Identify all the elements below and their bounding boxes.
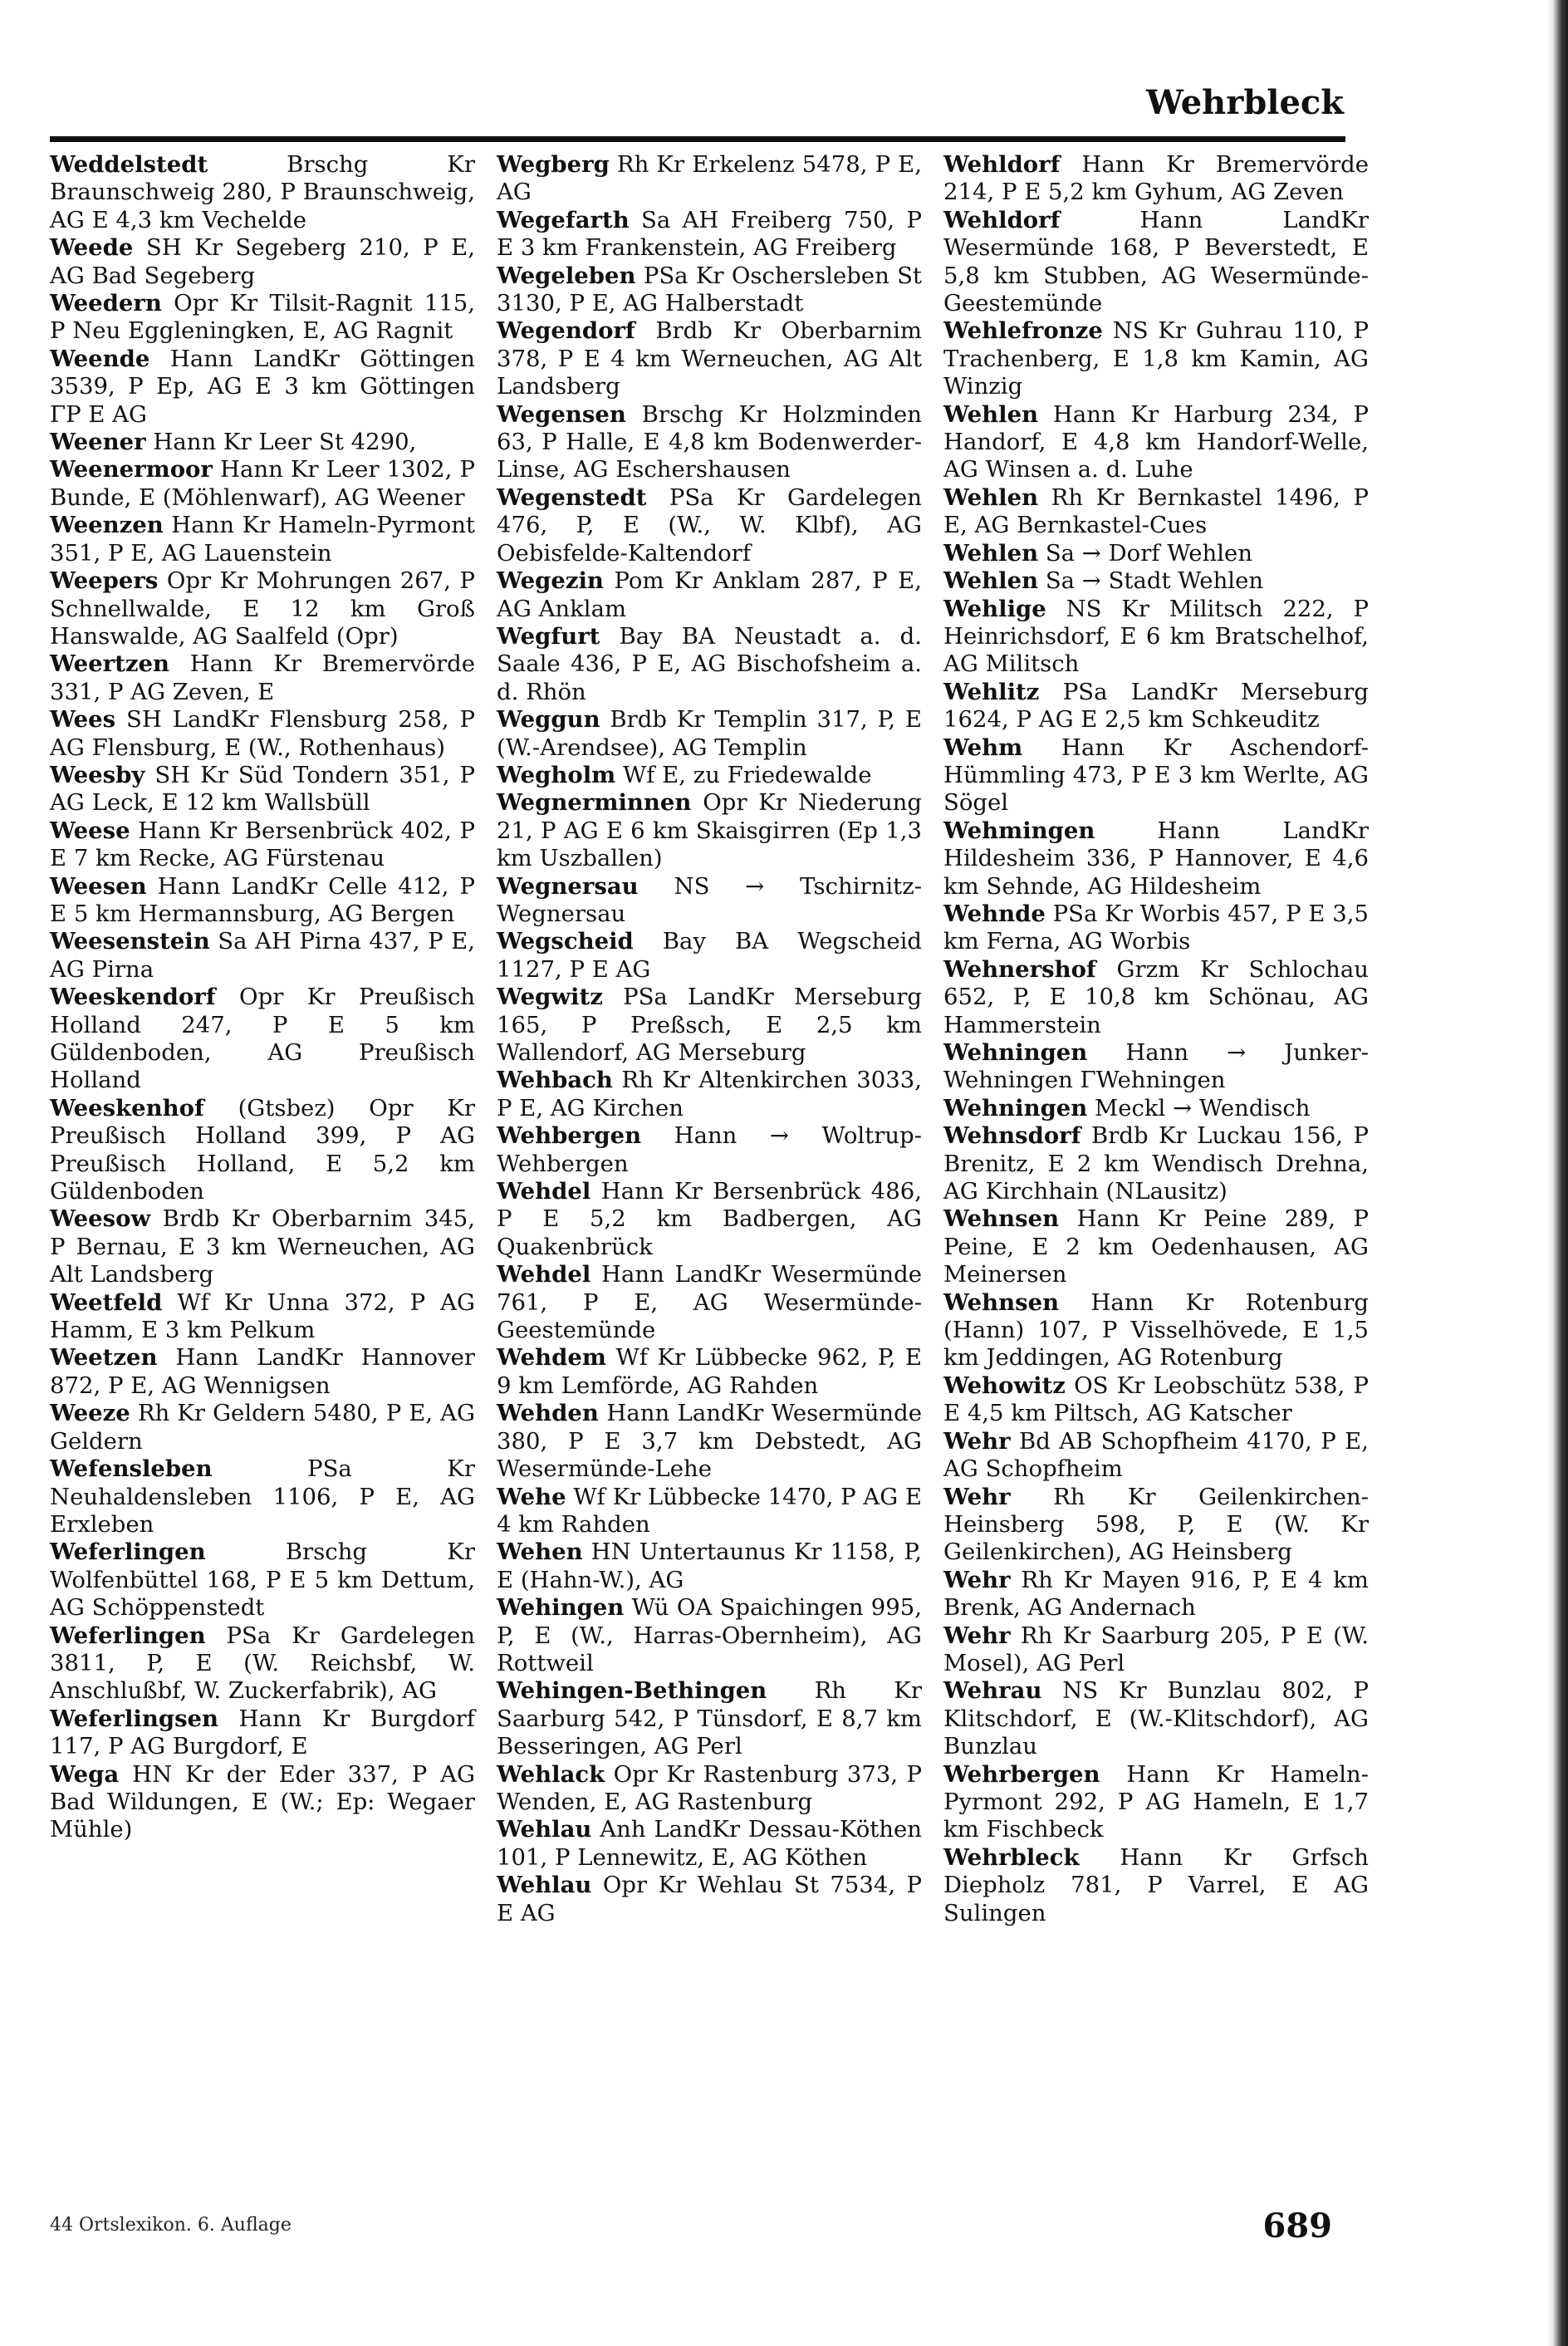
entry-text: Sa AH Pirna 437, P E, AG Pirna: [50, 928, 475, 983]
entry-text: Opr Kr Rastenburg 373, P Wenden, E, AG Rastenburg: [497, 1760, 922, 1815]
entry-headword: Wehbergen: [497, 1122, 642, 1150]
gazetteer-entry: [50, 762, 475, 817]
entry-headword: Wehr: [943, 1566, 1011, 1593]
entry-text: Sa AH Freiberg 750, P E 3 km Frankenstein, AG Freiberg: [497, 206, 922, 262]
gazetteer-entry: [50, 984, 475, 1095]
entry-headword: Wehdel: [497, 1178, 591, 1205]
entry-headword: Wehldorf: [943, 151, 1061, 178]
entry-text: Hann Kr Aschendorf-Hümmling 473, P E 3 km Werlte, AG Sögel: [943, 734, 1370, 817]
gazetteer-entry: [497, 1067, 922, 1122]
entry-text: Hann Kr Leer St 4290,: [153, 429, 417, 456]
entry-headword: Wehlitz: [943, 678, 1040, 705]
entry-text: Opr Kr Preußisch Holland 247, P E 5 km Güldenboden, AG Preußisch Holland: [50, 984, 475, 1094]
gazetteer-entry: [497, 1484, 922, 1539]
entry-headword: Weepers: [50, 567, 159, 595]
entry-headword: Wehnershof: [943, 955, 1096, 983]
entry-headword: Wegendorf: [497, 317, 635, 345]
entry-text: Hann Kr Leer 1302, P Bunde, E (Möhlenwarf), AG Weener: [50, 456, 475, 511]
gazetteer-entry: [943, 1372, 1369, 1428]
entry-headword: Wegberg: [497, 151, 610, 178]
entry-headword: Wehm: [943, 734, 1023, 761]
entry-headword: Wehr: [943, 1622, 1011, 1649]
entry-headword: Weertzen: [50, 650, 169, 678]
gazetteer-entry: [943, 1484, 1369, 1567]
gazetteer-entry: [943, 679, 1369, 734]
entry-text: Hann Kr Bremervörde 331, P AG Zeven, E: [50, 650, 475, 705]
gazetteer-entry: [497, 1677, 922, 1760]
entry-text: Rh Kr Bernkastel 1496, P E, AG Bernkastel-Cues: [943, 483, 1369, 539]
entry-text: Hann Kr Burgdorf 117, P AG Burgdorf, E: [50, 1705, 475, 1760]
entry-text: Hann LandKr Wesermünde 761, P E, AG Wesermünde-Geestemünde: [497, 1261, 922, 1344]
entry-headword: Weggun: [497, 706, 600, 734]
gazetteer-entry: [497, 263, 922, 318]
gazetteer-entry: [943, 1844, 1369, 1927]
gazetteer-entry: [497, 317, 922, 400]
entry-headword: Weesow: [50, 1205, 151, 1233]
entry-text: PSa Kr Gardelegen 476, P, E (W., W. Klbf), AG Oebisfelde-Kaltendorf: [497, 483, 922, 567]
gazetteer-entry: [50, 1761, 475, 1844]
gazetteer-entry: [497, 928, 922, 984]
entry-text: Sa → Stadt Wehlen: [1045, 567, 1264, 595]
entry-headword: Wegeleben: [497, 262, 636, 289]
entry-text: Opr Kr Mohrungen 267, P Schnellwalde, E 12 km Groß Hanswalde, AG Saalfeld (Opr): [50, 567, 475, 650]
entry-headword: Wegfurt: [497, 622, 600, 650]
entry-headword: Weesen: [50, 872, 147, 900]
entry-text: Brdb Kr Oberbarnim 345, P Bernau, E 3 km Werneuchen, AG Alt Landsberg: [50, 1205, 475, 1288]
gazetteer-entry: [497, 623, 922, 706]
entry-text: Hann Kr Rotenburg (Hann) 107, P Visselhövede, E 1,5 km Jeddingen, AG Rotenburg: [943, 1288, 1369, 1372]
entry-headword: Wegwitz: [497, 984, 603, 1011]
gazetteer-entry: [497, 1344, 922, 1400]
gazetteer-entry: [943, 1567, 1369, 1622]
entry-text: Bay BA Neustadt a. d. Saale 436, P E, AG Bischofsheim a. d. Rhön: [497, 622, 922, 705]
gazetteer-entry: [497, 207, 922, 263]
entry-text: OS Kr Leobschütz 538, P E 4,5 km Piltsch, AG Katscher: [943, 1372, 1369, 1427]
entry-text: Rh Kr Altenkirchen 3033, P E, AG Kirchen: [497, 1067, 922, 1121]
entry-text: Rh Kr Erkelenz 5478, P E, AG: [497, 151, 922, 206]
entry-headword: Weese: [50, 817, 130, 844]
entry-text: Hann Kr Bersenbrück 402, P E 7 km Recke, AG Fürstenau: [50, 817, 475, 872]
entry-text: Hann LandKr Wesermünde 168, P Beverstedt, E 5,8 km Stubben, AG Wesermünde-Geestemünde: [943, 206, 1369, 317]
gazetteer-entry: [943, 540, 1369, 567]
entry-text: Wf E, zu Friedewalde: [623, 761, 872, 788]
entry-headword: Wehbach: [497, 1067, 613, 1094]
entry-text: Brdb Kr Templin 317, P, E (W.-Arendsee), AG Templin: [497, 706, 922, 761]
entry-headword: Wehe: [497, 1483, 566, 1510]
gazetteer-entry: [943, 484, 1369, 540]
entry-headword: Wegezin: [497, 567, 604, 595]
column-1: [50, 151, 475, 1844]
printer-signature: 44 Ortslexikon. 6. Auflage: [50, 2215, 292, 2236]
entry-text: Grzm Kr Schlochau 652, P, E 10,8 km Schönau, AG Hammerstein: [943, 955, 1369, 1038]
entry-headword: Wegenstedt: [497, 483, 647, 511]
gazetteer-entry: [50, 429, 475, 456]
gazetteer-entry: [497, 1539, 922, 1594]
entry-text: Meckl → Wendisch: [1095, 1094, 1311, 1121]
gazetteer-entry: [943, 207, 1369, 318]
entry-headword: Wehingen-Bethingen: [497, 1677, 767, 1705]
gazetteer-entry: [943, 956, 1369, 1039]
gazetteer-entry: [50, 706, 475, 762]
gazetteer-entry: [50, 1344, 475, 1400]
entry-headword: Wehdel: [497, 1261, 591, 1288]
gazetteer-entry: [943, 1622, 1369, 1678]
entry-headword: Wegholm: [497, 761, 616, 788]
gazetteer-entry: [50, 1539, 475, 1622]
entry-text: Hann Kr Harburg 234, P Handorf, E 4,8 km Handorf-Welle, AG Winsen a. d. Luhe: [943, 400, 1369, 483]
entry-headword: Weetzen: [50, 1344, 158, 1372]
gazetteer-entry: [943, 151, 1369, 207]
gazetteer-entry: [50, 650, 475, 706]
gazetteer-entry: [943, 1428, 1369, 1484]
entry-text: (Gtsbez) Opr Kr Preußisch Holland 399, P AG Preußisch Holland, E 5,2 km Güldenboden: [50, 1094, 475, 1205]
entry-headword: Weeze: [50, 1400, 130, 1427]
entry-text: Hann Kr Hameln-Pyrmont 351, P E, AG Lauenstein: [50, 512, 475, 567]
gazetteer-entry: [497, 567, 922, 623]
entry-text: Wf Kr Lübbecke 1470, P AG E 4 km Rahden: [497, 1483, 922, 1538]
entry-text: NS → Tschirnitz-Wegnersau: [497, 872, 922, 927]
entry-text: Rh Kr Geldern 5480, P E, AG Geldern: [50, 1400, 475, 1455]
entry-text: Hann LandKr Wesermünde 380, P E 3,7 km Debstedt, AG Wesermünde-Lehe: [497, 1400, 923, 1483]
gazetteer-entry: [497, 706, 922, 762]
entry-headword: Weddelstedt: [50, 151, 208, 178]
entry-headword: Wefensleben: [50, 1455, 213, 1483]
entry-headword: Weede: [50, 234, 134, 262]
entry-text: Hann → Junker-Wehningen ΓWehningen: [943, 1039, 1369, 1094]
entry-text: SH Kr Segeberg 210, P E, AG Bad Segeberg: [50, 234, 475, 289]
entry-text: Hann LandKr Celle 412, P E 5 km Hermannsburg, AG Bergen: [50, 872, 476, 927]
entry-headword: Wehldorf: [943, 206, 1061, 233]
entry-headword: Wehlen: [943, 483, 1039, 511]
entry-text: Hann Kr Bersenbrück 486, P E 5,2 km Badbergen, AG Quakenbrück: [497, 1178, 922, 1260]
entry-headword: Wehlau: [497, 1816, 592, 1843]
entry-text: Rh Kr Saarburg 542, P Tünsdorf, E 8,7 km Besseringen, AG Perl: [497, 1677, 922, 1760]
entry-text: NS Kr Bunzlau 802, P Klitschdorf, E (W.-Klitschdorf), AG Bunzlau: [943, 1677, 1369, 1760]
entry-headword: Wehlige: [943, 595, 1046, 622]
entry-headword: Wehlen: [943, 539, 1039, 567]
entry-text: Brschg Kr Holzminden 63, P Halle, E 4,8 km Bodenwerder-Linse, AG Eschershausen: [497, 400, 922, 483]
entry-headword: Wehr: [943, 1427, 1011, 1455]
gazetteer-entry: [50, 346, 475, 429]
entry-text: PSa Kr Oschersleben St 3130, P E, AG Halberstadt: [497, 262, 922, 317]
running-head: Wehrbleck: [1146, 83, 1344, 122]
gazetteer-entry: [497, 762, 922, 789]
entry-text: Hann LandKr Hannover 872, P E, AG Wennigsen: [50, 1344, 475, 1399]
entry-headword: Wega: [50, 1760, 120, 1788]
entry-text: Opr Kr Niederung 21, P AG E 6 km Skaisgirren (Ep 1,3 km Uszballen): [497, 789, 922, 872]
entry-text: NS Kr Militsch 222, P Heinrichsdorf, E 6 km Bratschelhof, AG Militsch: [943, 595, 1369, 678]
gazetteer-entry: [943, 1122, 1369, 1205]
entry-headword: Wehnsdorf: [943, 1122, 1081, 1150]
gazetteer-entry: [497, 1816, 922, 1872]
entry-headword: Wehrbergen: [943, 1760, 1100, 1788]
entry-headword: Wehnde: [943, 900, 1046, 927]
entry-text: Hann Kr Grfsch Diepholz 781, P Varrel, E AG Sulingen: [943, 1843, 1369, 1926]
entry-headword: Weener: [50, 429, 146, 456]
gazetteer-entry: [50, 817, 475, 873]
gazetteer-entry: [943, 1289, 1369, 1372]
entry-headword: Weenzen: [50, 512, 164, 539]
entry-headword: Weesby: [50, 761, 145, 788]
entry-text: PSa Kr Gardelegen 3811, P, E (W. Reichsbf, W. Anschlußbf, W. Zuckerfabrik), AG: [50, 1622, 475, 1705]
entry-headword: Wehlack: [497, 1760, 605, 1788]
gazetteer-entry: [50, 1706, 475, 1761]
entry-headword: Wehlen: [943, 400, 1039, 428]
gazetteer-entry: [943, 817, 1369, 901]
entry-text: Opr Kr Tilsit-Ragnit 115, P Neu Eggleningken, E, AG Ragnit: [50, 290, 475, 345]
entry-text: Bay BA Wegscheid 1127, P E AG: [497, 928, 922, 983]
entry-text: PSa Kr Worbis 457, P E 3,5 km Ferna, AG Worbis: [943, 900, 1369, 955]
entry-headword: Weeskendorf: [50, 984, 216, 1011]
entry-headword: Weedern: [50, 290, 162, 317]
page-footer: [50, 2206, 1332, 2245]
entry-text: Rh Kr Saarburg 205, P E (W. Mosel), AG Perl: [943, 1622, 1369, 1676]
entry-text: SH LandKr Flensburg 258, P AG Flensburg, E (W., Rothenhaus): [50, 706, 475, 761]
entry-text: Anh LandKr Dessau-Köthen 101, P Lennewitz, E, AG Köthen: [497, 1816, 923, 1871]
gazetteer-entry: [50, 234, 475, 290]
entry-text: Hann Kr Bremervörde 214, P E 5,2 km Gyhum, AG Zeven: [943, 151, 1369, 206]
gazetteer-entry: [943, 1205, 1369, 1288]
gazetteer-entry: [943, 567, 1369, 595]
entry-text: Bd AB Schopfheim 4170, P E, AG Schopfheim: [943, 1427, 1369, 1483]
entry-headword: Weende: [50, 345, 150, 372]
entry-headword: Wegnersau: [497, 872, 639, 900]
entry-text: SH Kr Süd Tondern 351, P AG Leck, E 12 km Wallsbüll: [50, 761, 475, 817]
gazetteer-entry: [497, 401, 922, 484]
gazetteer-entry: [50, 928, 475, 984]
gazetteer-entry: [943, 1095, 1369, 1122]
entry-headword: Weferlingsen: [50, 1705, 219, 1732]
entry-headword: Weetfeld: [50, 1288, 163, 1316]
entry-text: NS Kr Guhrau 110, P Trachenberg, E 1,8 km Kamin, AG Winzig: [943, 317, 1369, 400]
gazetteer-entry: [497, 1594, 922, 1677]
entry-text: Brschg Kr Wolfenbüttel 168, P E 5 km Dettum, AG Schöppenstedt: [50, 1539, 475, 1622]
entry-text: Wf Kr Unna 372, P AG Hamm, E 3 km Pelkum: [50, 1288, 475, 1344]
entry-headword: Wehmingen: [943, 817, 1095, 844]
entry-text: Hann LandKr Göttingen 3539, P Ep, AG E 3 km Göttingen ΓP E AG: [50, 345, 475, 428]
page-number: 689: [1262, 2206, 1332, 2245]
gazetteer-entry: [50, 1622, 475, 1706]
gazetteer-entry: [943, 401, 1369, 484]
gazetteer-entry: [943, 1677, 1369, 1760]
gazetteer-entry: [50, 290, 475, 346]
gazetteer-entry: [497, 151, 922, 207]
entry-text: Wü OA Spaichingen 995, P, E (W., Harras-Obernheim), AG Rottweil: [497, 1594, 922, 1676]
entry-headword: Wehen: [497, 1539, 583, 1566]
entry-headword: Wehlen: [943, 567, 1039, 595]
entry-text: Opr Kr Wehlau St 7534, P E AG: [497, 1872, 922, 1926]
gazetteer-entry: [943, 1039, 1369, 1095]
entry-text: Brdb Kr Luckau 156, P Brenitz, E 2 km Wendisch Drehna, AG Kirchhain (NLausitz): [943, 1122, 1369, 1205]
gazetteer-entry: [50, 1095, 475, 1206]
gazetteer-entry: [50, 873, 475, 929]
entry-headword: Wehingen: [497, 1594, 625, 1622]
entry-text: PSa LandKr Merseburg 165, P Preßsch, E 2,5 km Wallendorf, AG Merseburg: [497, 984, 922, 1066]
entry-headword: Wehrau: [943, 1677, 1042, 1705]
gazetteer-entry: [497, 1178, 922, 1261]
entry-headword: Wegefarth: [497, 206, 630, 233]
entry-text: Pom Kr Anklam 287, P E, AG Anklam: [497, 567, 922, 622]
gazetteer-entry: [497, 789, 922, 872]
gazetteer-entry: [50, 1455, 475, 1539]
entry-headword: Wehnsen: [943, 1205, 1060, 1233]
entry-headword: Wehlau: [497, 1872, 592, 1899]
gazetteer-entry: [50, 1289, 475, 1345]
gazetteer-entry: [943, 596, 1369, 679]
entry-text: HN Untertaunus Kr 1158, P, E (Hahn-W.), AG: [497, 1539, 922, 1593]
entry-text: Hann LandKr Hildesheim 336, P Hannover, E 4,6 km Sehnde, AG Hildesheim: [943, 817, 1369, 900]
entry-headword: Wehlefronze: [943, 317, 1103, 345]
gazetteer-entry: [497, 1400, 922, 1483]
gazetteer-entry: [497, 1872, 922, 1927]
entry-text: Hann Kr Peine 289, P Peine, E 2 km Oedenhausen, AG Meinersen: [943, 1205, 1369, 1288]
entry-headword: Wehowitz: [943, 1372, 1066, 1399]
entry-headword: Wegnerminnen: [497, 789, 692, 817]
entry-text: Wf Kr Lübbecke 962, P, E 9 km Lemförde, AG Rahden: [497, 1344, 922, 1399]
column-3: [943, 151, 1369, 1927]
gazetteer-entry: [50, 567, 475, 650]
entry-headword: Weeskenhof: [50, 1094, 204, 1121]
entry-headword: Wehningen: [943, 1039, 1088, 1066]
entry-text: PSa LandKr Merseburg 1624, P AG E 2,5 km Schkeuditz: [943, 678, 1369, 734]
gazetteer-entry: [497, 984, 922, 1067]
entry-text: Rh Kr Mayen 916, P, E 4 km Brenk, AG Andernach: [943, 1566, 1369, 1622]
page-edge: [1546, 0, 1568, 2346]
entry-headword: Weesenstein: [50, 928, 210, 955]
header-rule: [50, 136, 1345, 142]
entry-headword: Weferlingen: [50, 1539, 206, 1566]
entry-headword: Wehr: [943, 1483, 1011, 1510]
gazetteer-entry: [943, 317, 1369, 400]
gazetteer-entry: [943, 734, 1369, 817]
gazetteer-entry: [50, 512, 475, 567]
entry-text: Brschg Kr Braunschweig 280, P Braunschweig, AG E 4,3 km Vechelde: [50, 151, 475, 233]
gazetteer-entry: [50, 456, 475, 512]
column-2: [497, 151, 922, 1927]
gazetteer-entry: [497, 1761, 922, 1817]
gazetteer-entry: [50, 1205, 475, 1288]
entry-text: Sa → Dorf Wehlen: [1045, 539, 1253, 567]
entry-headword: Weferlingen: [50, 1622, 206, 1649]
entry-headword: Wees: [50, 706, 116, 734]
entry-text: Brdb Kr Oberbarnim 378, P E 4 km Werneuchen, AG Alt Landsberg: [497, 317, 922, 400]
gazetteer-entry: [497, 1261, 922, 1344]
entry-headword: Wehdem: [497, 1344, 606, 1372]
gazetteer-entry: [943, 901, 1369, 956]
entry-headword: Wehnsen: [943, 1288, 1060, 1316]
gazetteer-entry: [50, 151, 475, 234]
entry-headword: Wehden: [497, 1400, 599, 1427]
gazetteer-entry: [497, 873, 922, 929]
entry-text: Hann → Woltrup-Wehbergen: [497, 1122, 922, 1177]
entry-headword: Wehningen: [943, 1094, 1088, 1121]
entry-text: HN Kr der Eder 337, P AG Bad Wildungen, E (W.; Ep: Wegaer Mühle): [50, 1760, 475, 1843]
gazetteer-entry: [943, 1761, 1369, 1844]
entry-headword: Weenermoor: [50, 456, 213, 483]
entry-headword: Wegscheid: [497, 928, 634, 955]
entry-text: Rh Kr Geilenkirchen-Heinsberg 598, P, E (W. Kr Geilenkirchen), AG Heinsberg: [943, 1483, 1369, 1566]
entry-headword: Wehrbleck: [943, 1843, 1080, 1871]
gazetteer-entry: [497, 1122, 922, 1178]
entry-text: PSa Kr Neuhaldensleben 1106, P E, AG Erxleben: [50, 1455, 475, 1538]
gazetteer-entry: [50, 1400, 475, 1455]
gazetteer-entry: [497, 484, 922, 567]
entry-headword: Wegensen: [497, 400, 626, 428]
entry-text: Hann Kr Hameln-Pyrmont 292, P AG Hameln, E 1,7 km Fischbeck: [943, 1760, 1369, 1843]
